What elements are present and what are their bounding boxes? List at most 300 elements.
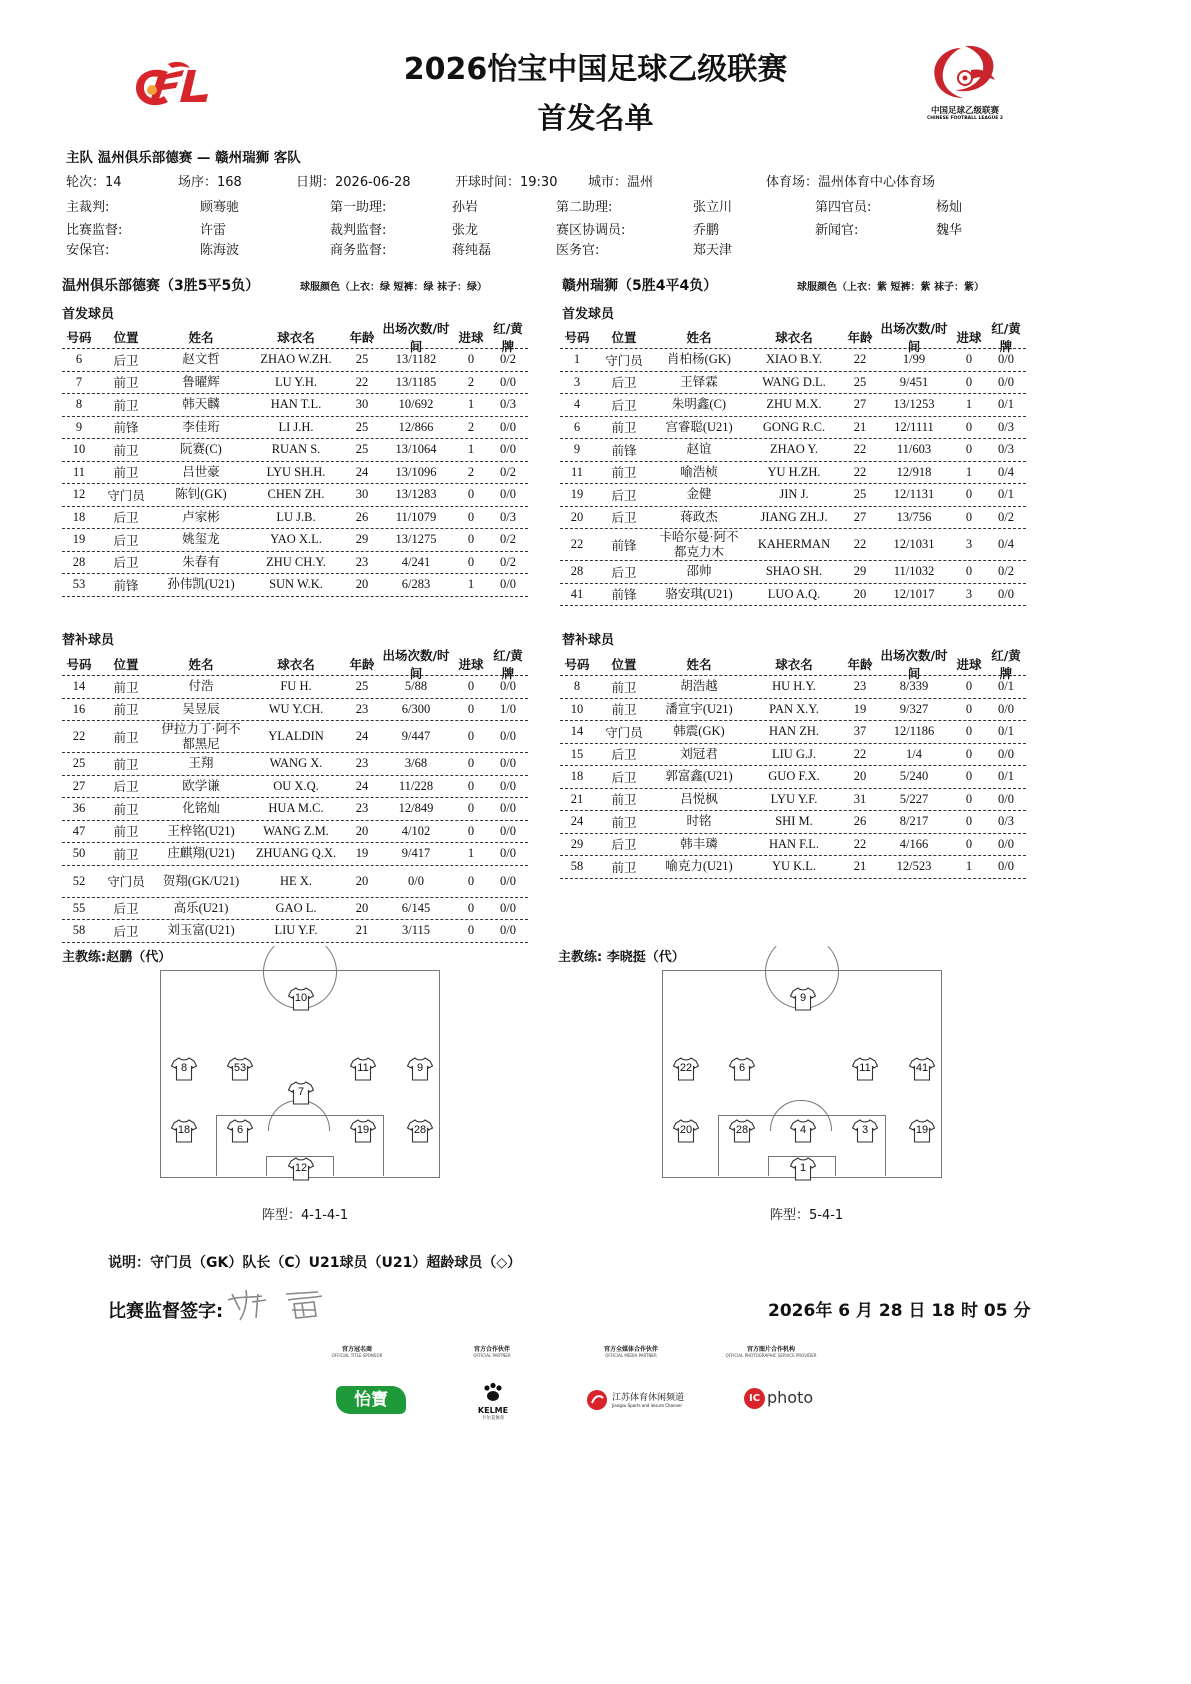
goals: 1 bbox=[467, 577, 475, 592]
goals: 2 bbox=[467, 374, 475, 389]
player-position: 前锋 bbox=[113, 578, 139, 593]
shirt-number: 8 bbox=[180, 1062, 188, 1074]
shirt-number: 28 bbox=[413, 1124, 427, 1136]
official-name: 顾骞驰 bbox=[200, 200, 240, 215]
player-name: 郭富鑫(U21) bbox=[665, 769, 733, 784]
player-position: 前卫 bbox=[611, 466, 637, 481]
sponsor-sublabel: OFFICIAL MEDIA PARTNER bbox=[605, 1353, 657, 1358]
player-position: 前卫 bbox=[113, 802, 139, 817]
player-shirt bbox=[227, 1119, 253, 1143]
table-row bbox=[62, 821, 528, 844]
player-name: 潘宣宇(U21) bbox=[665, 701, 733, 716]
home-coach: 主教练:赵鹏（代） bbox=[62, 950, 172, 965]
player-shirt bbox=[673, 1057, 699, 1081]
table-row bbox=[62, 372, 528, 395]
official-name: 魏华 bbox=[936, 223, 963, 238]
player-position: 守门员 bbox=[107, 488, 145, 503]
shirt-name: LIU Y.F. bbox=[274, 923, 318, 938]
player-number: 11 bbox=[72, 464, 86, 479]
signature-label: 比赛监督签字: bbox=[108, 1301, 224, 1322]
away-team-record: 赣州瑞狮（5胜4平4负） bbox=[562, 278, 718, 294]
player-shirt bbox=[407, 1057, 433, 1081]
shirt-number: 9 bbox=[416, 1062, 424, 1074]
official-name: 许雷 bbox=[200, 223, 227, 238]
player-position: 前卫 bbox=[611, 680, 637, 695]
player-position: 前卫 bbox=[113, 703, 139, 718]
goals: 1 bbox=[467, 397, 475, 412]
player-age: 23 bbox=[355, 554, 369, 569]
table-row bbox=[560, 529, 1026, 561]
table-row bbox=[62, 507, 528, 530]
player-name: 赵文哲 bbox=[182, 352, 220, 367]
goals: 1 bbox=[467, 442, 475, 457]
column-header: 红/黄牌 bbox=[493, 648, 523, 681]
goals: 0 bbox=[467, 701, 475, 716]
column-header: 出场次数/时间 bbox=[382, 648, 450, 681]
column-header: 进球 bbox=[956, 657, 982, 672]
svg-text:许雷: 许雷 bbox=[222, 1323, 224, 1324]
player-age: 21 bbox=[853, 859, 867, 874]
column-header: 红/黄牌 bbox=[493, 321, 523, 354]
shirt-number: 6 bbox=[236, 1124, 244, 1136]
player-shirt bbox=[288, 1081, 314, 1105]
shirt-name: YAO X.L. bbox=[270, 532, 322, 547]
player-age: 25 bbox=[853, 487, 867, 502]
player-age: 25 bbox=[355, 679, 369, 694]
shirt-name: HU H.Y. bbox=[772, 679, 816, 694]
league-logo-en: CHINESE FOOTBALL LEAGUE 2 bbox=[926, 116, 1004, 121]
league-logo-cn: 中国足球乙级联赛 bbox=[930, 106, 999, 116]
page-subtitle: 首发名单 bbox=[537, 101, 654, 135]
table-row bbox=[62, 417, 528, 440]
shirt-name: LYU Y.F. bbox=[770, 791, 818, 806]
goals: 0 bbox=[467, 679, 475, 694]
player-number: 24 bbox=[570, 814, 584, 829]
player-position: 后卫 bbox=[611, 398, 637, 413]
official-label: 第二助理: bbox=[556, 200, 613, 215]
shirt-name: OU X.Q. bbox=[273, 778, 319, 793]
cards: 0/0 bbox=[500, 374, 516, 389]
table-row bbox=[560, 507, 1026, 530]
away-formation-pitch bbox=[662, 970, 942, 1178]
player-age: 22 bbox=[853, 464, 867, 479]
away-kit-colors: 球服颜色（上衣：紫 短裤：紫 袜子：紫） bbox=[797, 282, 984, 293]
column-header: 球衣名 bbox=[775, 657, 813, 672]
jiangsu-sports-logo bbox=[586, 1387, 696, 1413]
player-age: 20 bbox=[355, 577, 369, 592]
column-header: 进球 bbox=[956, 330, 982, 345]
appearances: 3/68 bbox=[404, 756, 428, 771]
table-row bbox=[560, 394, 1026, 417]
player-position: 后卫 bbox=[611, 511, 637, 526]
official-name: 张龙 bbox=[452, 223, 479, 238]
appearances: 9/447 bbox=[401, 729, 431, 743]
player-position: 守门员 bbox=[107, 875, 145, 889]
table-header bbox=[560, 321, 1026, 354]
shirt-name: WANG D.L. bbox=[762, 374, 826, 389]
appearances: 5/240 bbox=[899, 769, 929, 784]
player-name: 宫睿聪(U21) bbox=[665, 419, 733, 434]
player-number: 9 bbox=[75, 419, 83, 434]
shirt-name: JIN J. bbox=[779, 487, 809, 502]
player-age: 22 bbox=[853, 442, 867, 457]
cards: 0/0 bbox=[998, 746, 1014, 761]
player-age: 25 bbox=[355, 442, 369, 457]
appearances: 13/756 bbox=[896, 509, 932, 524]
appearances: 11/228 bbox=[398, 778, 434, 793]
appearances: 12/1111 bbox=[894, 419, 934, 434]
shirt-name: LU J.B. bbox=[276, 509, 316, 524]
goals: 0 bbox=[467, 509, 475, 524]
kelme-logo-text: KELME bbox=[477, 1406, 509, 1415]
player-age: 30 bbox=[355, 397, 369, 412]
shirt-name: LU Y.H. bbox=[274, 374, 318, 389]
shirt-name: HAN T.L. bbox=[270, 397, 322, 412]
sponsor-sublabel: OFFICIAL TITLE SPONSOR bbox=[331, 1353, 383, 1358]
table-row bbox=[62, 552, 528, 575]
player-position: 后卫 bbox=[113, 924, 139, 939]
cards: 0/0 bbox=[998, 352, 1014, 367]
table-row bbox=[560, 561, 1026, 584]
appearances: 13/1064 bbox=[395, 442, 437, 457]
player-number: 6 bbox=[75, 352, 83, 367]
city: 城市：温州 bbox=[588, 175, 654, 190]
table-row bbox=[560, 744, 1026, 767]
match-date: 日期：2026-06-28 bbox=[296, 175, 411, 190]
player-age: 19 bbox=[355, 846, 369, 861]
player-number: 19 bbox=[570, 487, 584, 502]
player-position: 后卫 bbox=[113, 556, 139, 571]
player-age: 20 bbox=[853, 769, 867, 784]
player-shirt bbox=[852, 1057, 878, 1081]
shirt-number: 7 bbox=[297, 1086, 305, 1098]
column-header: 球衣名 bbox=[277, 330, 315, 345]
shirt-name: GONG R.C. bbox=[762, 419, 826, 434]
player-position: 后卫 bbox=[611, 838, 637, 853]
shirt-name: YU K.L. bbox=[771, 859, 817, 874]
shirt-name: CHEN ZH. bbox=[267, 487, 325, 502]
player-age: 22 bbox=[355, 374, 369, 389]
away-formation: 阵型：5-4-1 bbox=[770, 1208, 844, 1223]
goals: 0 bbox=[467, 487, 475, 502]
player-name: 时铭 bbox=[686, 814, 712, 829]
home-formation-pitch bbox=[160, 970, 440, 1178]
shirt-name: HAN F.L. bbox=[768, 836, 820, 851]
goals: 0 bbox=[467, 900, 475, 915]
goals: 0 bbox=[467, 756, 475, 771]
player-number: 27 bbox=[72, 778, 86, 793]
table-row bbox=[560, 834, 1026, 857]
player-position: 前卫 bbox=[113, 730, 139, 745]
player-shirt bbox=[407, 1119, 433, 1143]
player-name: 蒋政杰 bbox=[680, 509, 718, 524]
table-row bbox=[560, 439, 1026, 462]
appearances: 12/866 bbox=[398, 419, 434, 434]
player-position: 后卫 bbox=[113, 511, 139, 526]
table-row bbox=[560, 789, 1026, 812]
goals: 1 bbox=[965, 464, 973, 479]
table-header bbox=[62, 648, 528, 681]
player-age: 23 bbox=[853, 679, 867, 694]
player-shirt bbox=[790, 1157, 816, 1181]
player-name: 孙伟凯(U21) bbox=[167, 577, 235, 592]
goals: 0 bbox=[965, 724, 973, 739]
table-row bbox=[62, 753, 528, 776]
shirt-name: ZHAO W.ZH. bbox=[260, 352, 332, 367]
shirt-name: XIAO B.Y. bbox=[765, 352, 823, 367]
cards: 0/0 bbox=[500, 442, 516, 457]
player-position: 前卫 bbox=[113, 376, 139, 391]
shirt-number: 11 bbox=[357, 1062, 369, 1074]
table-row bbox=[560, 811, 1026, 834]
player-age: 21 bbox=[355, 923, 369, 938]
appearances: 12/849 bbox=[398, 801, 434, 816]
shirt-name: ZHU CH.Y. bbox=[266, 554, 326, 569]
player-age: 21 bbox=[853, 419, 867, 434]
table-row bbox=[560, 766, 1026, 789]
player-number: 8 bbox=[75, 397, 83, 412]
cards: 0/3 bbox=[998, 419, 1014, 434]
player-name: 邵帅 bbox=[686, 564, 712, 579]
column-header: 位置 bbox=[113, 330, 139, 345]
appearances: 6/300 bbox=[401, 701, 431, 716]
league-logo bbox=[915, 42, 1015, 122]
goals: 1 bbox=[467, 846, 475, 861]
column-header: 出场次数/时间 bbox=[382, 321, 450, 354]
table-row bbox=[62, 484, 528, 507]
player-number: 22 bbox=[570, 537, 584, 551]
match-number: 场序：168 bbox=[178, 175, 242, 190]
goals: 0 bbox=[965, 419, 973, 434]
goals: 0 bbox=[467, 923, 475, 938]
goals: 0 bbox=[467, 532, 475, 547]
legend-note: 说明：守门员（GK）队长（C）U21球员（U21）超龄球员（◇） bbox=[108, 1255, 522, 1271]
shirt-name: GAO L. bbox=[275, 900, 317, 915]
goals: 0 bbox=[467, 729, 475, 743]
player-position: 后卫 bbox=[113, 353, 139, 368]
column-header: 年龄 bbox=[847, 330, 873, 345]
cards: 0/3 bbox=[998, 814, 1014, 829]
table-row bbox=[62, 898, 528, 921]
player-number: 41 bbox=[570, 586, 584, 601]
home-subs-label: 替补球员 bbox=[62, 633, 115, 648]
appearances: 12/1131 bbox=[893, 487, 935, 502]
player-name: 骆安琪(U21) bbox=[665, 586, 733, 601]
column-header: 姓名 bbox=[686, 329, 712, 345]
player-position: 后卫 bbox=[113, 780, 139, 795]
home-subs-table bbox=[62, 648, 528, 943]
player-number: 52 bbox=[72, 873, 86, 888]
player-name: 刘玉富(U21) bbox=[167, 923, 235, 938]
appearances: 11/603 bbox=[896, 442, 932, 457]
page-title: 2026怡宝中国足球乙级联赛 bbox=[403, 52, 788, 87]
table-row bbox=[560, 349, 1026, 372]
sponsor-sublabel: OFFICIAL PHOTOGRAPHIC SERVICE PROVIDER bbox=[725, 1353, 817, 1358]
player-age: 20 bbox=[355, 873, 369, 888]
shirt-name: SHI M. bbox=[775, 814, 813, 829]
player-name: 喻浩桢 bbox=[680, 464, 718, 479]
appearances: 4/102 bbox=[401, 823, 431, 838]
player-position: 守门员 bbox=[605, 725, 643, 740]
appearances: 1/99 bbox=[902, 352, 926, 367]
cards: 0/4 bbox=[998, 537, 1014, 551]
table-row bbox=[560, 676, 1026, 699]
player-age: 19 bbox=[853, 701, 867, 716]
cards: 0/0 bbox=[500, 778, 516, 793]
player-position: 前卫 bbox=[611, 421, 637, 436]
player-name: 吕悦枫 bbox=[680, 791, 718, 806]
shirt-name: RUAN S. bbox=[271, 442, 321, 457]
column-header: 红/黄牌 bbox=[991, 648, 1021, 681]
cards: 1/0 bbox=[500, 701, 516, 716]
cards: 0/4 bbox=[998, 464, 1014, 479]
table-row bbox=[62, 574, 528, 597]
cards: 0/0 bbox=[500, 419, 516, 434]
goals: 0 bbox=[965, 769, 973, 784]
shirt-number: 9 bbox=[799, 992, 807, 1004]
player-name: 王翔 bbox=[188, 756, 214, 771]
svg-text:CFL: CFL bbox=[173, 92, 175, 93]
player-position: 前卫 bbox=[113, 847, 139, 862]
official-label: 主裁判: bbox=[66, 200, 110, 215]
player-position: 前卫 bbox=[611, 703, 637, 718]
player-age: 20 bbox=[355, 900, 369, 915]
goals: 0 bbox=[965, 352, 973, 367]
cards: 0/1 bbox=[998, 724, 1014, 739]
official-name: 乔鹏 bbox=[693, 223, 720, 238]
shirt-name: ZHU M.X. bbox=[766, 397, 822, 412]
appearances: 11/1079 bbox=[395, 509, 437, 524]
player-number: 55 bbox=[72, 900, 86, 915]
goals: 0 bbox=[965, 442, 973, 457]
shirt-name: WANG X. bbox=[269, 756, 323, 771]
player-name: 付浩 bbox=[188, 679, 214, 694]
table-row bbox=[62, 843, 528, 866]
appearances: 11/1032 bbox=[893, 564, 935, 579]
icphoto-logo-text: photo bbox=[767, 1388, 814, 1407]
column-header: 姓名 bbox=[188, 656, 214, 672]
teams-line: 主队 温州俱乐部德赛 — 赣州瑞狮 客队 bbox=[66, 150, 301, 166]
table-row bbox=[62, 349, 528, 372]
shirt-name: SUN W.K. bbox=[269, 577, 323, 592]
official-label: 第一助理: bbox=[330, 200, 387, 215]
goals: 0 bbox=[467, 873, 475, 888]
goals: 0 bbox=[965, 701, 973, 716]
player-name: 化铭灿 bbox=[182, 801, 220, 816]
cards: 0/0 bbox=[500, 846, 516, 861]
table-header bbox=[62, 321, 528, 354]
cards: 0/0 bbox=[998, 374, 1014, 389]
player-age: 25 bbox=[853, 374, 867, 389]
away-starters-table bbox=[560, 321, 1026, 606]
appearances: 8/217 bbox=[899, 814, 929, 829]
cards: 0/1 bbox=[998, 679, 1014, 694]
player-age: 22 bbox=[853, 836, 867, 851]
column-header: 号码 bbox=[564, 657, 590, 672]
signature bbox=[222, 1284, 342, 1324]
table-row bbox=[62, 394, 528, 417]
kickoff-time: 开球时间：19:30 bbox=[455, 175, 558, 190]
official-label: 商务监督: bbox=[330, 243, 387, 258]
shirt-name: LUO A.Q. bbox=[767, 586, 821, 601]
player-number: 10 bbox=[72, 442, 86, 457]
player-age: 20 bbox=[853, 586, 867, 601]
shirt-name: HUA M.C. bbox=[268, 801, 324, 816]
player-name: 喻克力(U21) bbox=[665, 859, 733, 874]
shirt-name: SHAO SH. bbox=[765, 564, 823, 579]
appearances: 13/1275 bbox=[395, 532, 437, 547]
goals: 0 bbox=[965, 814, 973, 829]
player-number: 29 bbox=[570, 836, 584, 851]
player-shirt bbox=[673, 1119, 699, 1143]
goals: 3 bbox=[965, 586, 973, 601]
official-label: 第四官员: bbox=[815, 200, 872, 215]
goals: 0 bbox=[467, 823, 475, 838]
table-row bbox=[560, 484, 1026, 507]
official-name: 郑天津 bbox=[693, 243, 733, 258]
cards: 0/0 bbox=[500, 823, 516, 838]
appearances: 13/1185 bbox=[395, 374, 437, 389]
shirt-number: 6 bbox=[738, 1062, 746, 1074]
shirt-name: LI J.H. bbox=[278, 419, 314, 434]
yibao-logo bbox=[336, 1386, 406, 1414]
player-position: 后卫 bbox=[611, 565, 637, 580]
round: 轮次：14 bbox=[66, 175, 122, 190]
stadium: 体育场：温州体育中心体育场 bbox=[766, 175, 936, 190]
official-label: 安保官: bbox=[66, 243, 110, 258]
table-row bbox=[560, 372, 1026, 395]
player-number: 22 bbox=[72, 729, 86, 743]
sponsor-sublabel: OFFICIAL PARTNER bbox=[473, 1353, 511, 1358]
player-name: 肖柏杨(GK) bbox=[667, 352, 731, 367]
sponsor-label: 官方图片合作机构 bbox=[746, 1346, 795, 1353]
column-header: 进球 bbox=[458, 330, 484, 345]
away-subs-label: 替补球员 bbox=[562, 633, 615, 648]
goals: 2 bbox=[467, 464, 475, 479]
player-name: 高乐(U21) bbox=[173, 900, 229, 915]
shirt-name: ZHAO Y. bbox=[770, 442, 818, 457]
column-header: 位置 bbox=[113, 657, 139, 672]
player-name: 朱明鑫(C) bbox=[671, 397, 727, 412]
cards: 0/3 bbox=[500, 397, 516, 412]
table-row bbox=[560, 856, 1026, 879]
home-kit-colors: 球服颜色（上衣：绿 短裤：绿 袜子：绿） bbox=[300, 282, 487, 293]
player-name: 鲁曜辉 bbox=[182, 374, 220, 389]
player-age: 37 bbox=[853, 724, 867, 739]
cards: 0/0 bbox=[500, 487, 516, 502]
shirt-name: JIANG ZH.J. bbox=[760, 509, 828, 524]
player-age: 23 bbox=[355, 701, 369, 716]
table-row bbox=[62, 721, 528, 753]
player-name: 王梓铭(U21) bbox=[167, 823, 235, 838]
player-position: 前卫 bbox=[113, 466, 139, 481]
goals: 0 bbox=[467, 554, 475, 569]
player-name: 吴昱辰 bbox=[182, 701, 220, 716]
icphoto-logo bbox=[744, 1387, 814, 1411]
player-name: 韩天麟 bbox=[182, 397, 220, 412]
official-name: 张立川 bbox=[693, 200, 733, 215]
player-position: 前卫 bbox=[611, 793, 637, 808]
player-number: 53 bbox=[72, 577, 86, 592]
shirt-number: 10 bbox=[294, 992, 308, 1004]
sponsor-label: 官方全媒体合作伙伴 bbox=[603, 1346, 658, 1353]
cards: 0/0 bbox=[998, 586, 1014, 601]
player-name: 韩丰璘 bbox=[680, 836, 718, 851]
appearances: 0/0 bbox=[408, 873, 424, 888]
goals: 0 bbox=[467, 801, 475, 816]
icphoto-logo-mark: IC bbox=[744, 1388, 765, 1409]
table-row bbox=[560, 417, 1026, 440]
